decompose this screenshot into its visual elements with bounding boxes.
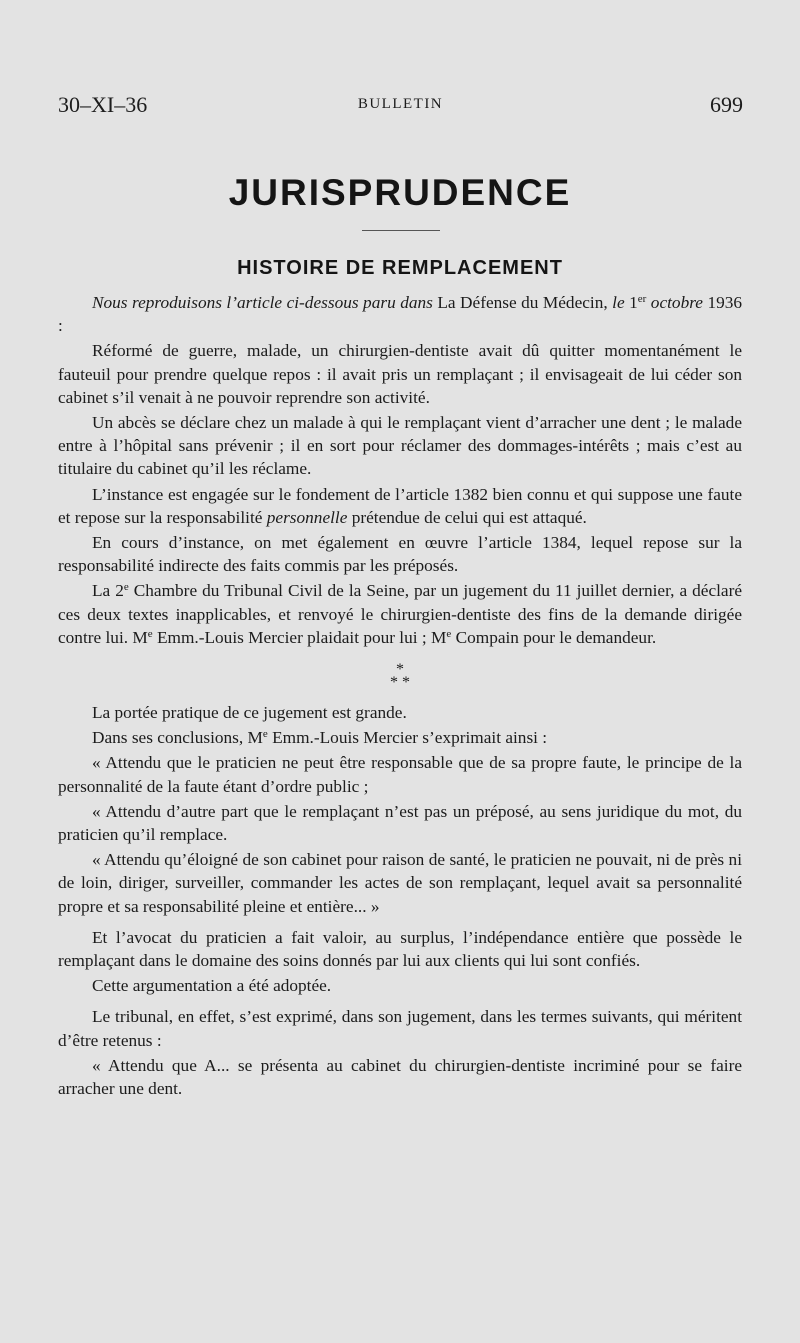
paragraph-6: La portée pratique de ce jugement est grande. <box>92 703 407 723</box>
paragraph-5 <box>58 579 742 649</box>
paragraph-3 <box>58 483 742 529</box>
page-number: 699 <box>710 92 743 117</box>
intro-source: La Défense du Médecin, <box>432 293 613 312</box>
quote-1: « Attendu que le praticien ne peut être responsable que de sa propre faute, le principe de la personnalité de la faute étant d’ordre public ; <box>58 753 742 796</box>
paragraph-10: Le tribunal, en effet, s’est exprimé, dans son jugement, dans les termes suivants, qui méritent d’être retenus : <box>58 1007 742 1050</box>
title-divider <box>362 230 440 231</box>
paragraph-5-d: Compain pour le demandeur. <box>451 627 657 647</box>
article-title: HISTOIRE DE REMPLACEMENT <box>237 257 563 279</box>
quote-2: « Attendu d’autre part que le remplaçant n’est pas un préposé, au sens juridique du mot, du praticien qu’il remplace. <box>58 801 742 845</box>
asterism-bottom: * * <box>390 674 410 692</box>
paragraph-5-sup-3: e <box>446 627 452 640</box>
paragraph-5-sup-1: e <box>123 581 129 594</box>
paragraph-9: Cette argumentation a été adoptée. <box>92 976 332 996</box>
intro-italic-a: Nous reproduisons l’article ci-dessous paru dans <box>92 293 433 312</box>
paragraph-7 <box>58 726 742 749</box>
issue-date: 30–XI–36 <box>58 92 148 117</box>
quote-4: « Attendu que A... se présenta au cabinet du chirurgien-dentiste incriminé pour se faire arracher une dent. <box>58 1055 742 1099</box>
asterism <box>58 661 742 692</box>
intro-paragraph <box>58 291 742 337</box>
running-head <box>58 92 743 122</box>
paragraph-1: Réformé de guerre, malade, un chirurgien-dentiste avait dû quitter momentanément le fauteuil pour prendre quelque repos : il avait pris un remplaçant ; il envisageait de lui céder son cabinet s’il venait à ne pouvoir reprendre son activité. <box>58 341 742 407</box>
intro-year: 1936 : <box>58 293 743 336</box>
paragraph-4: En cours d’instance, on met également en œuvre l’article 1384, lequel repose sur la responsabilité indirecte des faits commis par les préposés. <box>58 533 742 576</box>
paragraph-5-c: Emm.-Louis Mercier plaidait pour lui ; M <box>152 627 447 647</box>
quote-3: « Attendu qu’éloigné de son cabinet pour raison de santé, le praticien ne pouvait, ni de près ni de loin, diriger, surveiller, commander les actes de son remplaçant, lequel avait sa personnalité propre et sa responsabilité pleine et entière... » <box>58 850 742 916</box>
section-title: JURISPRUDENCE <box>228 172 572 213</box>
intro-italic-c: le <box>612 293 630 312</box>
paragraph-8: Et l’avocat du praticien a fait valoir, au surplus, l’indépendance entière que possède le remplaçant dans le domaine des soins donnés par lui aux clients qui lui sont confiés. <box>58 927 742 971</box>
paragraph-3-italic: personnelle <box>266 507 348 527</box>
paragraph-7-b: Emm.-Louis Mercier s’exprimait ainsi : <box>267 728 548 748</box>
intro-day-sup: er <box>637 293 647 305</box>
paragraph-5-a: La 2 <box>92 581 124 601</box>
intro-month: octobre <box>646 293 703 312</box>
asterism-top: * <box>396 661 404 679</box>
paragraph-3-b: prétendue de celui qui est attaqué. <box>347 507 587 527</box>
paragraph-2: Un abcès se déclare chez un malade à qui le remplaçant vient d’arracher une dent ; le malade entre à l’hôpital sans prévenir ; il en sort pour réclamer des dommages-intérêts ; mais c’est au titulaire du cabinet qu’il les réclame. <box>58 413 742 479</box>
paragraph-7-sup: e <box>262 728 268 741</box>
paragraph-5-b: Chambre du Tribunal Civil de la Seine, par un jugement du 11 juillet dernier, a déclaré ces deux textes inapplicables, et renvoyé le chirurgien-dentiste des fins de la demande dirigée contre lui. M <box>58 581 743 647</box>
paragraph-5-sup-2: e <box>147 627 153 640</box>
journal-name: BULLETIN <box>357 96 444 112</box>
intro-day: 1 <box>629 293 638 312</box>
article-body <box>58 291 742 1102</box>
paragraph-7-a: Dans ses conclusions, M <box>92 728 263 748</box>
paragraph-3-a: L’instance est engagée sur le fondement de l’article 1382 bien connu et qui suppose une faute et repose sur la responsabilité <box>58 484 742 527</box>
